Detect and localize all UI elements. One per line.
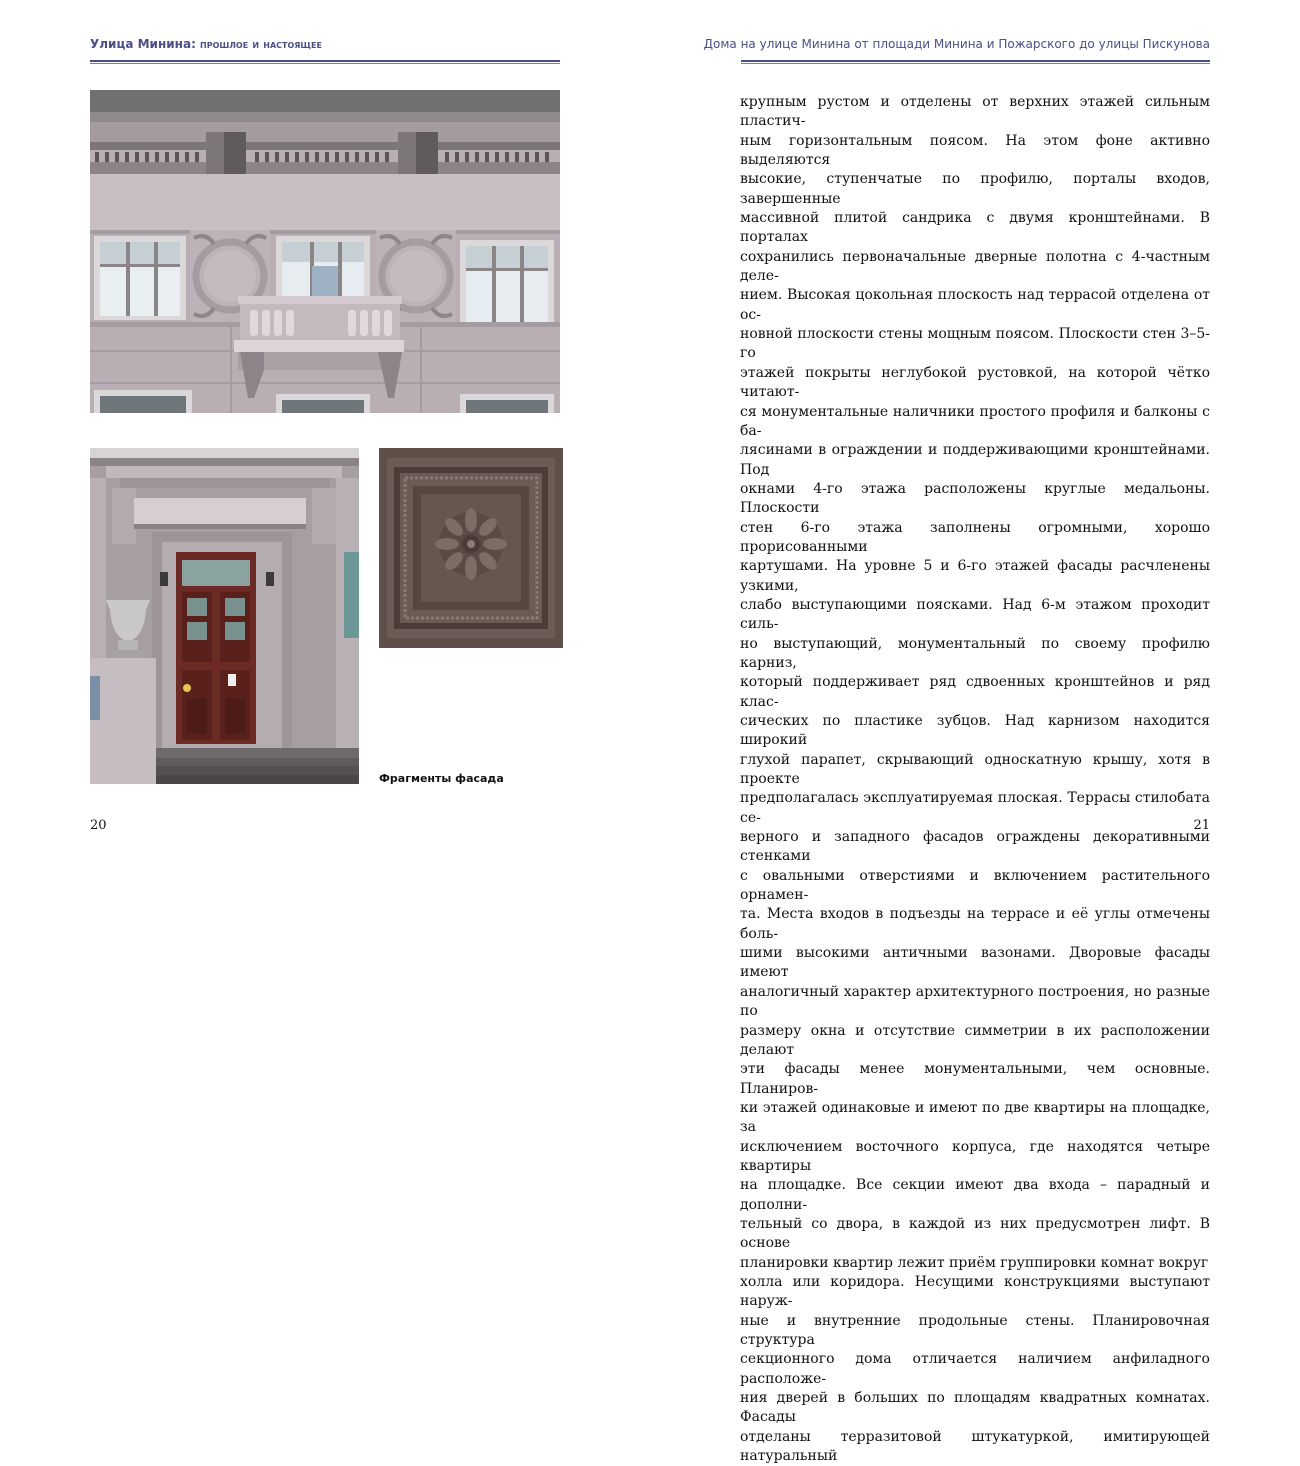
entrance-door-illustration xyxy=(90,448,359,784)
entrance-door-photo xyxy=(90,448,359,784)
rosette-panel-illustration xyxy=(379,448,563,648)
right-running-head: Дома на улице Минина от площади Минина и Пожарского до улицы Пискунова xyxy=(703,37,1210,51)
left-header-rule xyxy=(90,60,560,64)
page-number-left: 20 xyxy=(90,818,107,833)
right-page xyxy=(650,0,1300,1465)
rosette-panel-photo xyxy=(379,448,563,648)
left-running-head xyxy=(90,37,322,51)
running-head-subtitle: : прошлое и настоящее xyxy=(191,37,322,51)
door xyxy=(176,552,256,744)
photo-caption: Фрагменты фасада xyxy=(379,772,504,785)
body-text: крупным рустом и отделены от верхних этажей сильным пластич- ным горизонтальным поясом. На этом фоне активно выделяются высокие, ступенчатые по профилю, порталы входов, завершенные массивной плитой сандрика с двумя кронштейнами. В порталах сохранились первоначальные дверные полотна с 4-частным деле- нием. Высокая цокольная плоскость над террасой отделена от ос- новной плоскости стены мощным поясом. Плоскости стен 3–5-го этажей покрыты неглубокой рустовкой, на которой чётко читают- ся монументальные наличники простого профиля и балконы с ба- лясинами в ограждении и поддерживающими кронштейнами. Под окнами 4-го этажа расположены круглые медальоны. Плоскости стен 6-го этажа заполнены огромными, хорошо прорисованными картушами. На уровне 5 и 6-го этажей фасады расчленены узкими, слабо выступающими поясками. Над 6-м этажом проходит силь- но выступающий, монументальный по своему профилю карниз, который поддерживает ряд сдвоенных кронштейнов и ряд клас- сических по пластике зубцов. Над карнизом находится широкий глухой парапет, скрывающий односкатную крышу, хотя в проекте предполагалась эксплуатируемая плоская. Террасы стилобата се- верного и западного фасадов ограждены декоративными стенками с овальными отверстиями и включением растительного орнамен- та. Места входов в подъезды на террасе и её углы отмечены боль- шими высокими античными вазонами. Дворовые фасады имеют аналогичный характер архитектурного построения, но разные по размеру окна и отсутствие симметрии в их расположении делают эти фасады менее монументальными, чем основные. Планиров- ки этажей одинаковые и имеют по две квартиры на площадке, за исключением восточного корпуса, где находятся четыре квартиры на площадке. Все секции имеют два входа – парадный и дополни- тельный со двора, в каждой из них предусмотрен лифт. В основе планировки квартир лежит приём группировки комнат вокруг холла или коридора. Несущими конструкциями выступают наруж- ные и внутренние продольные стены. Планировочная структура секционного дома отличается наличием анфиладного расположе- ния дверей в больших по площадям квадратных комнатах. Фасады отделаны терразитовой штукатуркой, имитирующей натуральный xyxy=(740,94,1210,1465)
page-number-right: 21 xyxy=(1193,818,1210,833)
facade-balcony-photo xyxy=(90,90,560,413)
right-header-rule xyxy=(741,60,1210,64)
left-page xyxy=(0,0,650,896)
running-head-title: Улица Минина xyxy=(90,37,192,51)
left-window xyxy=(94,236,186,320)
facade-balcony-illustration xyxy=(90,90,560,413)
